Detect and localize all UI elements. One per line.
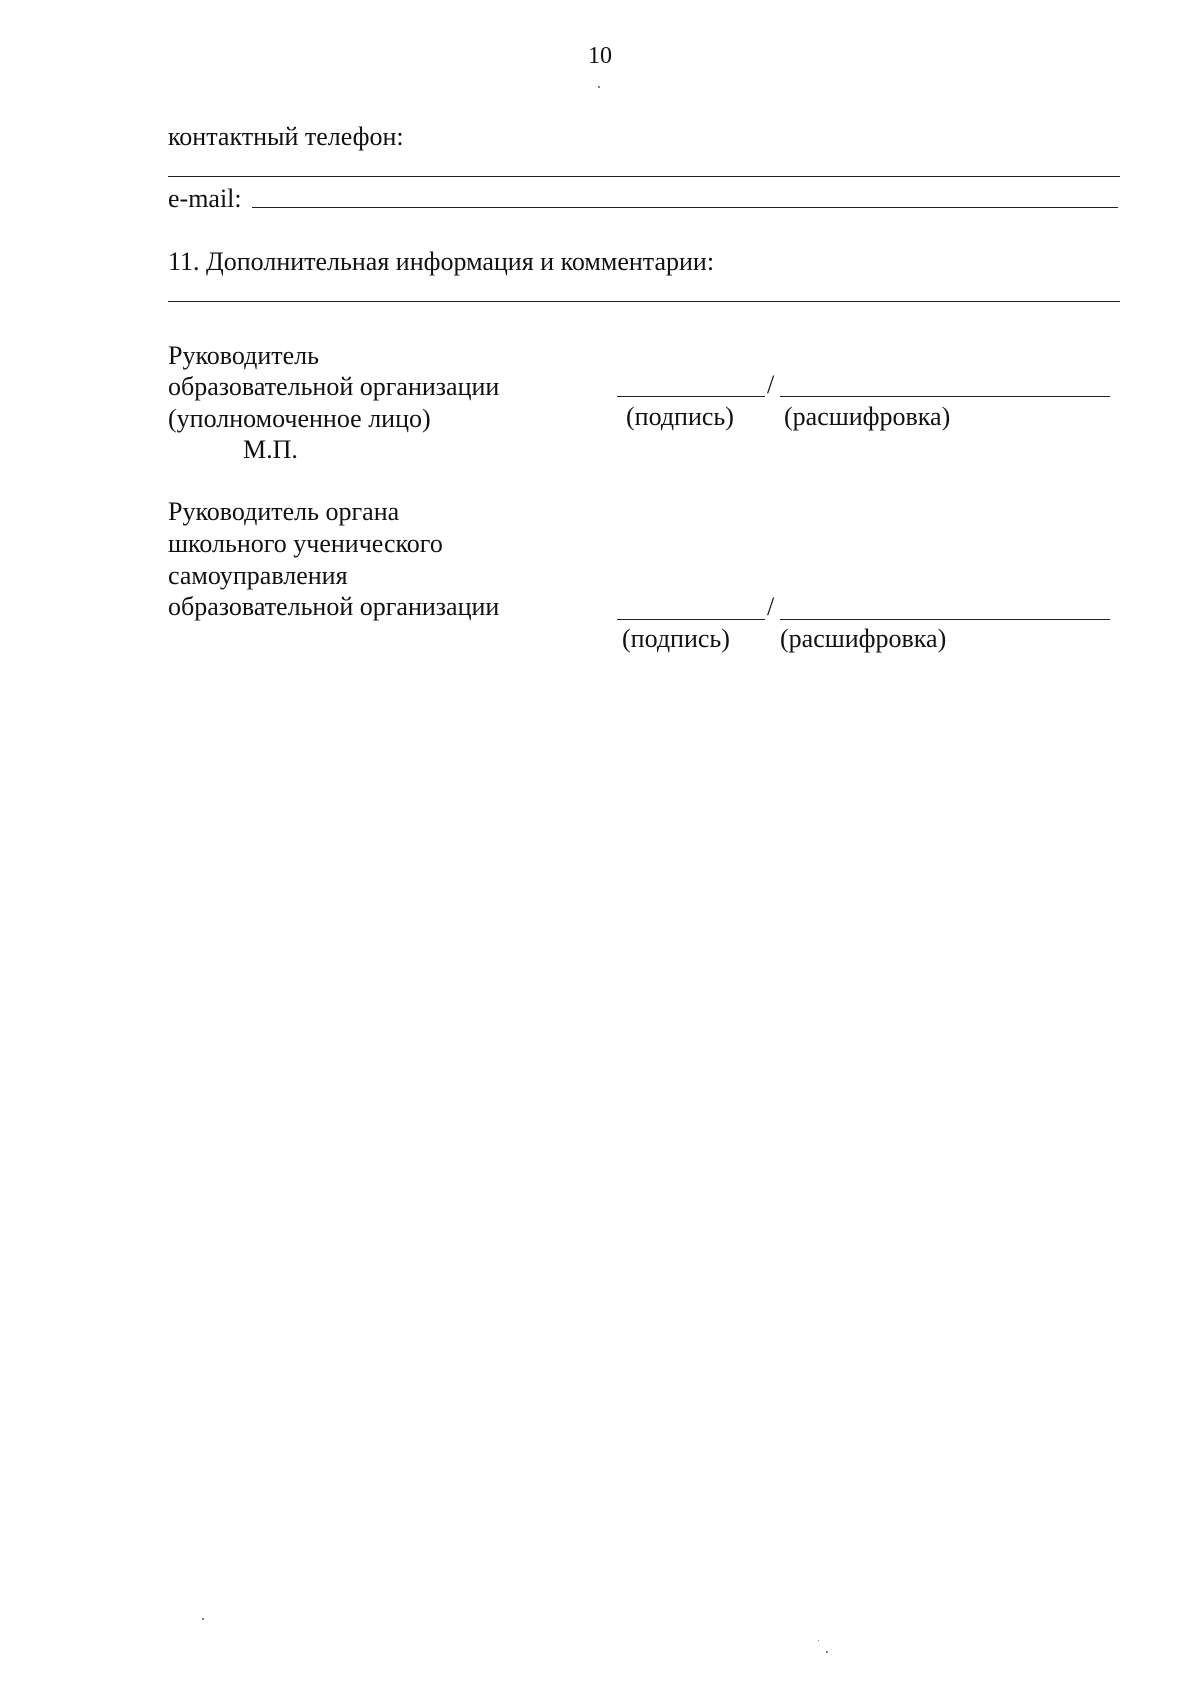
sig2-decoding-caption: (расшифровка) — [780, 624, 947, 653]
sig2-line-2: школьного ученического — [168, 529, 443, 558]
sig1-signature-caption: (подпись) — [626, 402, 734, 431]
sig2-slash: / — [767, 592, 775, 621]
sig2-signature-line — [617, 619, 765, 620]
scan-speck — [818, 1640, 819, 1641]
contact-phone-label: контактный телефон: — [168, 122, 404, 151]
page-number: 10 — [588, 43, 612, 69]
sig1-stamp-label: М.П. — [243, 435, 298, 464]
sig1-signature-line — [617, 396, 765, 397]
contact-phone-line — [168, 176, 1120, 177]
sig2-decoding-line — [780, 619, 1110, 620]
sig2-line-4: образовательной организации — [168, 592, 500, 621]
sig2-line-3: самоуправления — [168, 561, 348, 590]
section-11-comment-line — [168, 301, 1120, 302]
sig1-line-2: образовательной организации — [168, 372, 500, 401]
sig2-signature-caption: (подпись) — [622, 624, 730, 653]
sig1-slash: / — [767, 370, 775, 399]
contact-email-label: e-mail: — [168, 184, 242, 213]
contact-email-line — [252, 207, 1118, 208]
section-11-title: 11. Дополнительная информация и комментарии: — [168, 247, 715, 276]
sig1-line-1: Руководитель — [168, 341, 319, 370]
scan-speck — [598, 86, 600, 88]
sig1-line-3: (уполномоченное лицо) — [168, 404, 431, 433]
scan-speck — [202, 1618, 204, 1620]
sig1-decoding-caption: (расшифровка) — [784, 402, 951, 431]
sig1-decoding-line — [780, 396, 1110, 397]
sig2-line-1: Руководитель органа — [168, 497, 400, 526]
scan-speck — [826, 1651, 828, 1653]
